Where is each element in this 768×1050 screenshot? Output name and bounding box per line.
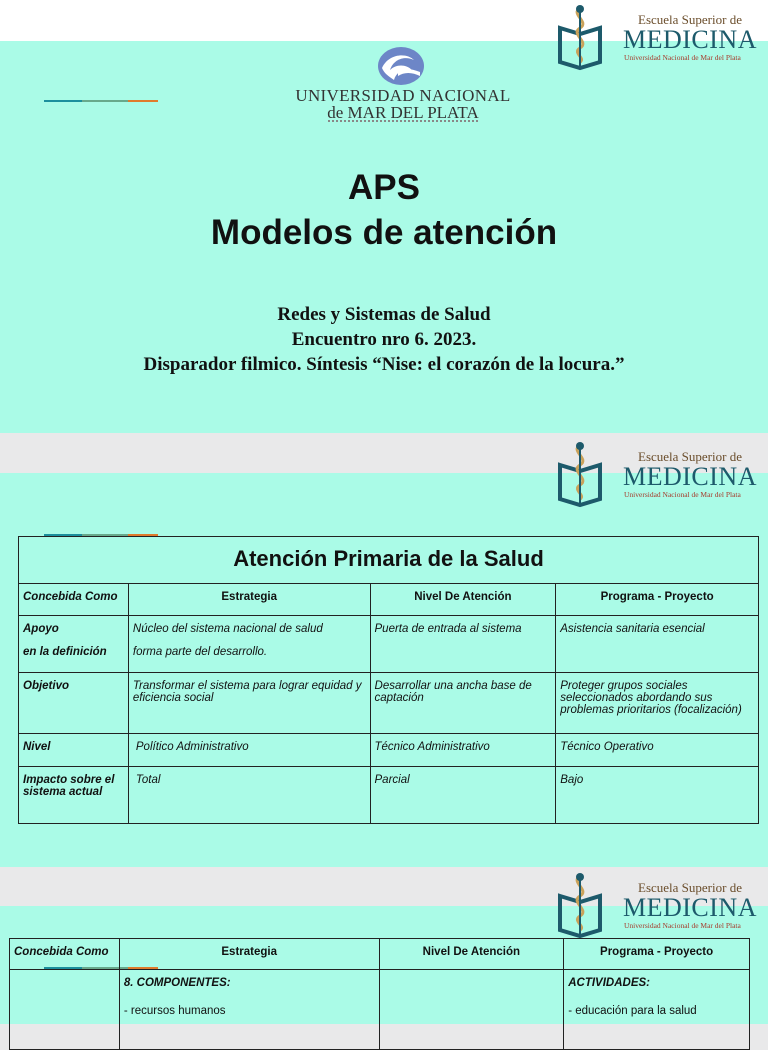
table-row xyxy=(19,767,759,824)
medicina-logo xyxy=(552,868,762,942)
slide-title-line1: APS xyxy=(348,168,420,207)
header-nivel-atencion: Nivel De Atención xyxy=(370,584,556,616)
table-title: Atención Primaria de la Salud xyxy=(19,537,759,584)
cell-line1: Núcleo del sistema nacional de salud xyxy=(132,623,323,635)
medicina-logo-small: Escuela Superior de xyxy=(638,449,742,464)
header-estrategia: Estrategia xyxy=(119,939,379,970)
medicina-logo xyxy=(552,0,762,74)
aps-table xyxy=(18,536,759,824)
slide-aps-table-continued xyxy=(0,880,768,1024)
table-cell: Transformar el sistema para lograr equidad y eficiencia social xyxy=(128,673,370,734)
unmdp-logo-line2: de MAR DEL PLATA xyxy=(327,103,479,122)
row-label-line2: en la definición xyxy=(23,646,107,658)
cell-line2: forma parte del desarrollo. xyxy=(132,646,268,658)
table-row xyxy=(19,734,759,767)
header-estrategia: Estrategia xyxy=(128,584,370,616)
unmdp-logo xyxy=(288,46,518,122)
row-label xyxy=(19,616,129,673)
slide-title-line2: Modelos de atención xyxy=(210,213,558,252)
medicina-logo-tiny: Universidad Nacional de Mar del Plata xyxy=(624,490,741,499)
header-concebida: Concebida Como xyxy=(10,939,120,970)
table-cell xyxy=(10,970,120,1050)
table-cell xyxy=(564,970,750,1050)
table-cell xyxy=(128,616,370,673)
table-row xyxy=(10,970,750,1050)
row-label-line1: Apoyo xyxy=(23,623,59,635)
caduceus-book-icon xyxy=(556,4,604,68)
medicina-logo-big: MEDICINA xyxy=(623,893,757,922)
medicina-logo-tiny: Universidad Nacional de Mar del Plata xyxy=(624,53,741,62)
header-concebida: Concebida Como xyxy=(19,584,129,616)
table-cell: Parcial xyxy=(370,767,556,824)
table-cell xyxy=(119,970,379,1050)
row-label: Impacto sobre el sistema actual xyxy=(19,767,129,824)
table-cell: Asistencia sanitaria esencial xyxy=(556,616,759,673)
cell-line2: - educación para la salud xyxy=(568,1005,697,1017)
aps-table-continued xyxy=(9,938,750,1050)
medicina-logo-small: Escuela Superior de xyxy=(638,12,742,27)
medicina-logo-tiny: Universidad Nacional de Mar del Plata xyxy=(624,921,741,930)
table-cell: Bajo xyxy=(556,767,759,824)
medicina-logo-big: MEDICINA xyxy=(623,462,757,491)
header-programa: Programa - Proyecto xyxy=(564,939,750,970)
caduceus-book-icon xyxy=(556,441,604,505)
subtitle-line1: Redes y Sistemas de Salud xyxy=(277,304,491,325)
header-nivel-atencion: Nivel De Atención xyxy=(379,939,564,970)
table-header-row xyxy=(19,584,759,616)
unmdp-logo-line1: UNIVERSIDAD NACIONAL xyxy=(295,86,511,105)
unmdp-logo-dots xyxy=(328,120,478,122)
table-cell: Total xyxy=(128,767,370,824)
wave-logo-icon xyxy=(376,46,426,86)
table-cell: Desarrollar una ancha base de captación xyxy=(370,673,556,734)
row-label: Nivel xyxy=(19,734,129,767)
slide-title xyxy=(0,0,768,433)
medicina-logo-big: MEDICINA xyxy=(623,25,757,54)
medicina-logo xyxy=(552,437,762,511)
table-cell: Técnico Operativo xyxy=(556,734,759,767)
table-cell: Político Administrativo xyxy=(128,734,370,767)
cell-line1: ACTIVIDADES: xyxy=(568,977,650,989)
slide-aps-table xyxy=(0,449,768,867)
header-programa: Programa - Proyecto xyxy=(556,584,759,616)
table-header-row xyxy=(10,939,750,970)
row-label: Objetivo xyxy=(19,673,129,734)
cell-line1: 8. COMPONENTES: xyxy=(123,977,231,989)
subtitle-line3: Disparador filmico. Síntesis “Nise: el corazón de la locura.” xyxy=(143,354,625,375)
table-cell: Proteger grupos sociales seleccionados abordando sus problemas prioritarios (focalización) xyxy=(556,673,759,734)
table-row xyxy=(19,673,759,734)
table-cell: Técnico Administrativo xyxy=(370,734,556,767)
table-cell: Puerta de entrada al sistema xyxy=(370,616,556,673)
cell-line2: - recursos humanos xyxy=(123,1005,226,1017)
subtitle-line2: Encuentro nro 6. 2023. xyxy=(291,329,477,350)
accent-line xyxy=(44,100,158,102)
caduceus-book-icon xyxy=(556,872,604,936)
table-cell xyxy=(379,970,564,1050)
table-row xyxy=(19,616,759,673)
medicina-logo-small: Escuela Superior de xyxy=(638,880,742,895)
